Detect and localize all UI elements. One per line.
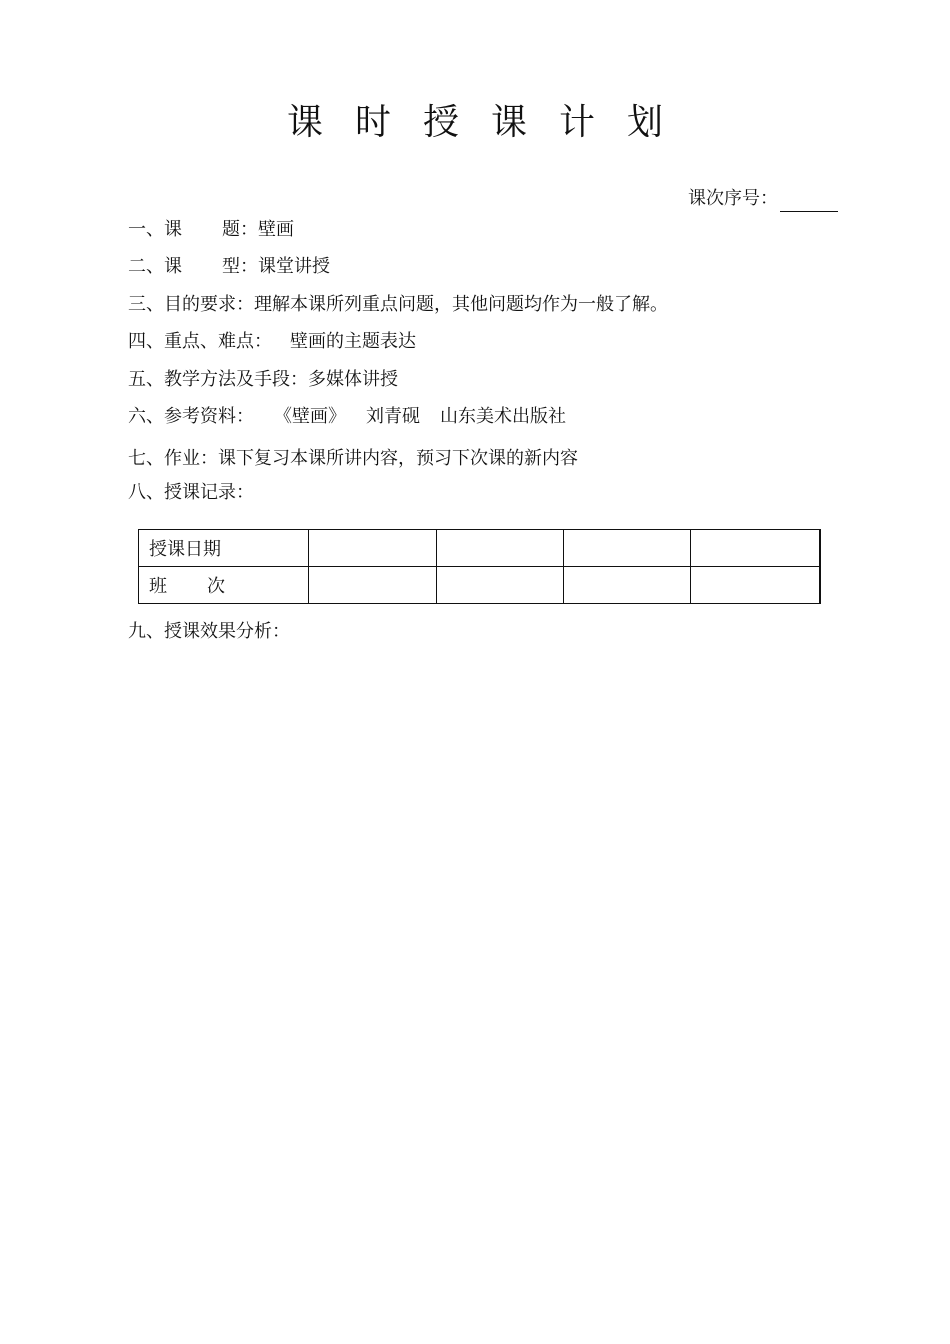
- class-cell[interactable]: [309, 567, 437, 604]
- item-analysis-label: 九、授课效果分析：: [128, 621, 290, 642]
- title-char: 划: [627, 102, 664, 143]
- item-homework: [128, 446, 578, 472]
- class-cell[interactable]: [691, 567, 821, 604]
- item-topic: [128, 217, 294, 243]
- item-type: [128, 254, 330, 280]
- item-method-value: 多媒体讲授: [308, 369, 398, 390]
- title-char: 授: [422, 102, 459, 143]
- item-focus-value: 壁画的主题表达: [290, 331, 416, 352]
- item-goals: [128, 292, 668, 318]
- item-topic-num: 一、课: [128, 219, 182, 240]
- item-type-num: 二、课: [128, 256, 182, 277]
- class-row-label: [139, 567, 309, 604]
- item-refs-publisher: 山东美术出版社: [440, 406, 566, 427]
- class-cell[interactable]: [564, 567, 691, 604]
- title-char: 时: [354, 102, 391, 143]
- item-topic-value: 壁画: [258, 219, 294, 240]
- item-goals-value: 理解本课所列重点问题，其他问题均作为一般了解。: [254, 294, 668, 315]
- item-record-label: 八、授课记录：: [128, 482, 254, 503]
- item-homework-label: 七、作业：: [128, 448, 218, 469]
- item-homework-value: 课下复习本课所讲内容，预习下次课的新内容: [218, 448, 578, 469]
- item-method: [128, 367, 398, 393]
- item-focus: [128, 329, 416, 355]
- item-type-suffix: 型：: [222, 256, 258, 277]
- serial-blank-field[interactable]: [780, 191, 838, 212]
- class-label-a: 班: [149, 576, 167, 597]
- lesson-serial: [688, 186, 838, 212]
- table-row: [139, 567, 821, 604]
- page-title: [0, 98, 950, 148]
- table-row: [139, 530, 821, 567]
- date-cell[interactable]: [564, 530, 691, 567]
- date-cell[interactable]: [437, 530, 564, 567]
- item-record: [128, 480, 254, 506]
- record-table: [138, 529, 821, 604]
- title-char: 课: [491, 102, 528, 143]
- date-cell[interactable]: [309, 530, 437, 567]
- item-focus-label: 四、重点、难点：: [128, 331, 272, 352]
- date-row-label: 授课日期: [139, 530, 309, 567]
- date-cell[interactable]: [691, 530, 821, 567]
- title-char: 计: [559, 102, 596, 143]
- item-goals-label: 三、目的要求：: [128, 294, 254, 315]
- item-type-value: 课堂讲授: [258, 256, 330, 277]
- title-char: 课: [286, 102, 323, 143]
- item-topic-suffix: 题：: [222, 219, 258, 240]
- item-method-label: 五、教学方法及手段：: [128, 369, 308, 390]
- serial-label: 课次序号：: [688, 188, 778, 209]
- class-cell[interactable]: [437, 567, 564, 604]
- item-refs: [128, 404, 566, 430]
- item-analysis: [128, 619, 290, 645]
- item-refs-book: 《壁画》: [274, 406, 346, 427]
- item-refs-label: 六、参考资料：: [128, 406, 254, 427]
- class-label-b: 次: [207, 576, 225, 597]
- item-refs-author: 刘青砚: [366, 406, 420, 427]
